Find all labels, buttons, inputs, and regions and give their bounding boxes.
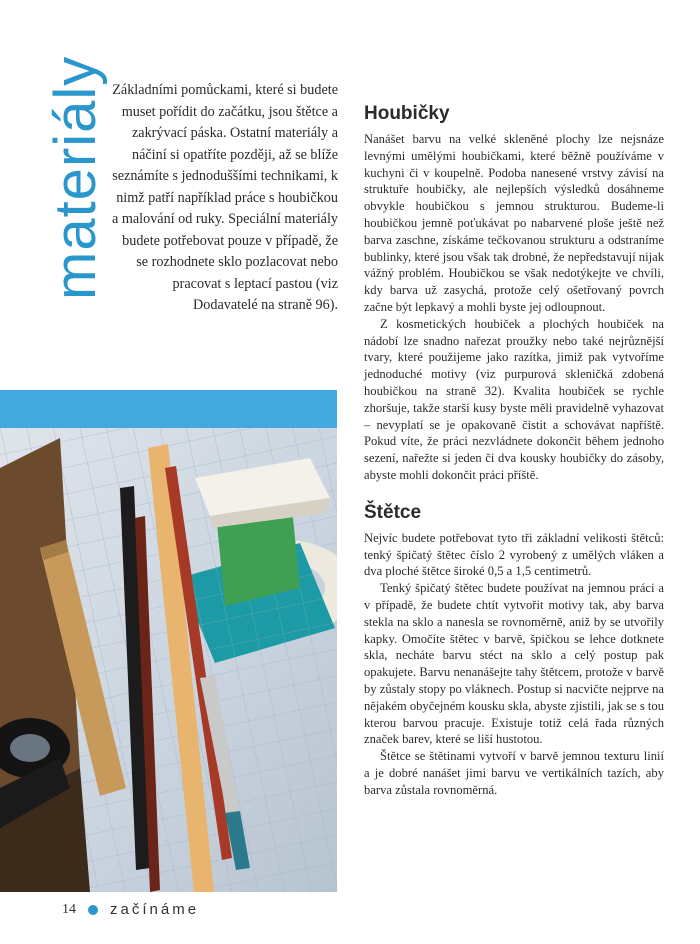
page-footer	[62, 901, 199, 918]
bullet-dot-icon	[88, 905, 98, 915]
stetce-paragraph-3: Štětce se štětinami vytvoří v barvě jemnou texturu linií a je dobré nanášet jimi barvu ve vertikálních tazích, aby barva zůstala rovnoměrná.	[364, 749, 664, 797]
section-label: začínáme	[110, 901, 200, 918]
stetce-paragraph-1: Nejvíc budete potřebovat tyto tři základní velikosti štětců: tenký špičatý štětec číslo 2 vyrobený z umělých vláken a dva ploché štětce široké 0,5 a 1,5 centimetrů.	[364, 530, 664, 579]
heading-stetce: Štětce	[364, 501, 422, 523]
page-number: 14	[62, 901, 76, 917]
heading-houbicky: Houbičky	[364, 103, 450, 124]
materials-photo	[0, 428, 337, 892]
intro-text: Základními pomůckami, které si budete muset pořídit do začátku, jsou štětce a zakrývací páska. Ostatní materiály a náčiní si opatříte později, až se blíže seznámíte s jednoduššími technikami, k nimž patří například práce s houbičkou a malování od ruky. Speciální materiály budete potřebovat pouze v případě, že se rozhodnete sklo pozlacovat nebo pracovat s leptací pastou (viz Dodavatelé na straně 96).	[111, 82, 338, 313]
houbicky-paragraph-2: Z kosmetických houbiček a plochých houbiček na nádobí lze snadno nařezat proužky nebo také nejrůznější tvary, které použijeme jako razítka, jimiž pak vytvoříme jednoduché motivy (viz purpurová skleničká zdobená houbičkou na straně 32). Kvalita houbiček se rychle zhoršuje, takže starší kusy byste měli pravidelně vyhazovat – nevyplatí se je opakovaně čistit a schovávat napříště. Pokud víte, že práci nezvládnete dokončit během jednoho sezení, nařežte si jeden či dva kousky houbičky do zásoby, abyste mohli dokončit práci příště.	[364, 316, 664, 482]
blue-band	[0, 390, 337, 428]
stetce-paragraph-2: Tenký špičatý štětec budete používat na jemnou práci a v případě, že budete chtít vytvořit motivy tak, aby barva stekla na sklo a nanesla se rovnoměrně, aniž by se utvořily kapky. Omočíte štětec v barvě, špičkou se lehce dotknete skla, necháte barvu stéct na sklo a celý postup pak opakujete. Barvu nenanášejte tahy štětcem, protože v barvě by zůstaly stopy po vláknech. Postup si nacvičte nejprve na nějakém obyčejném kousku skla, abyste zjistili, jak se s tou kterou barvou pracuje. Existuje totiž celá řada různých značek barev, které se liší hustotou.	[364, 581, 664, 747]
houbicky-paragraph-1: Nanášet barvu na velké skleněné plochy lze nejsnáze levnými umělými houbičkami, které běžně používáme v kuchyni či v koupelně. Podoba nanesené vrstvy závisí na struktuře houbičky, ale nejlepších výsledků dosáhneme obvykle houbičkou s jemnou strukturou. Budeme-li houbičkou jemně poťukávat po nabarvené ploše ještě než barva zaschne, získáme tečkovanou strukturu a odstraníme bublinky, které jsou však tak drobné, že nepředstavují nijak vážný problém. Houbičkou se však nedotýkejte ve chvíli, kdy barva už zasychá, protože celý ošetřovaný povrch začne být lepkavý a mohli byste jej odloupnout.	[364, 132, 664, 314]
main-text-column	[364, 103, 664, 798]
vertical-title: materiály	[43, 55, 108, 300]
